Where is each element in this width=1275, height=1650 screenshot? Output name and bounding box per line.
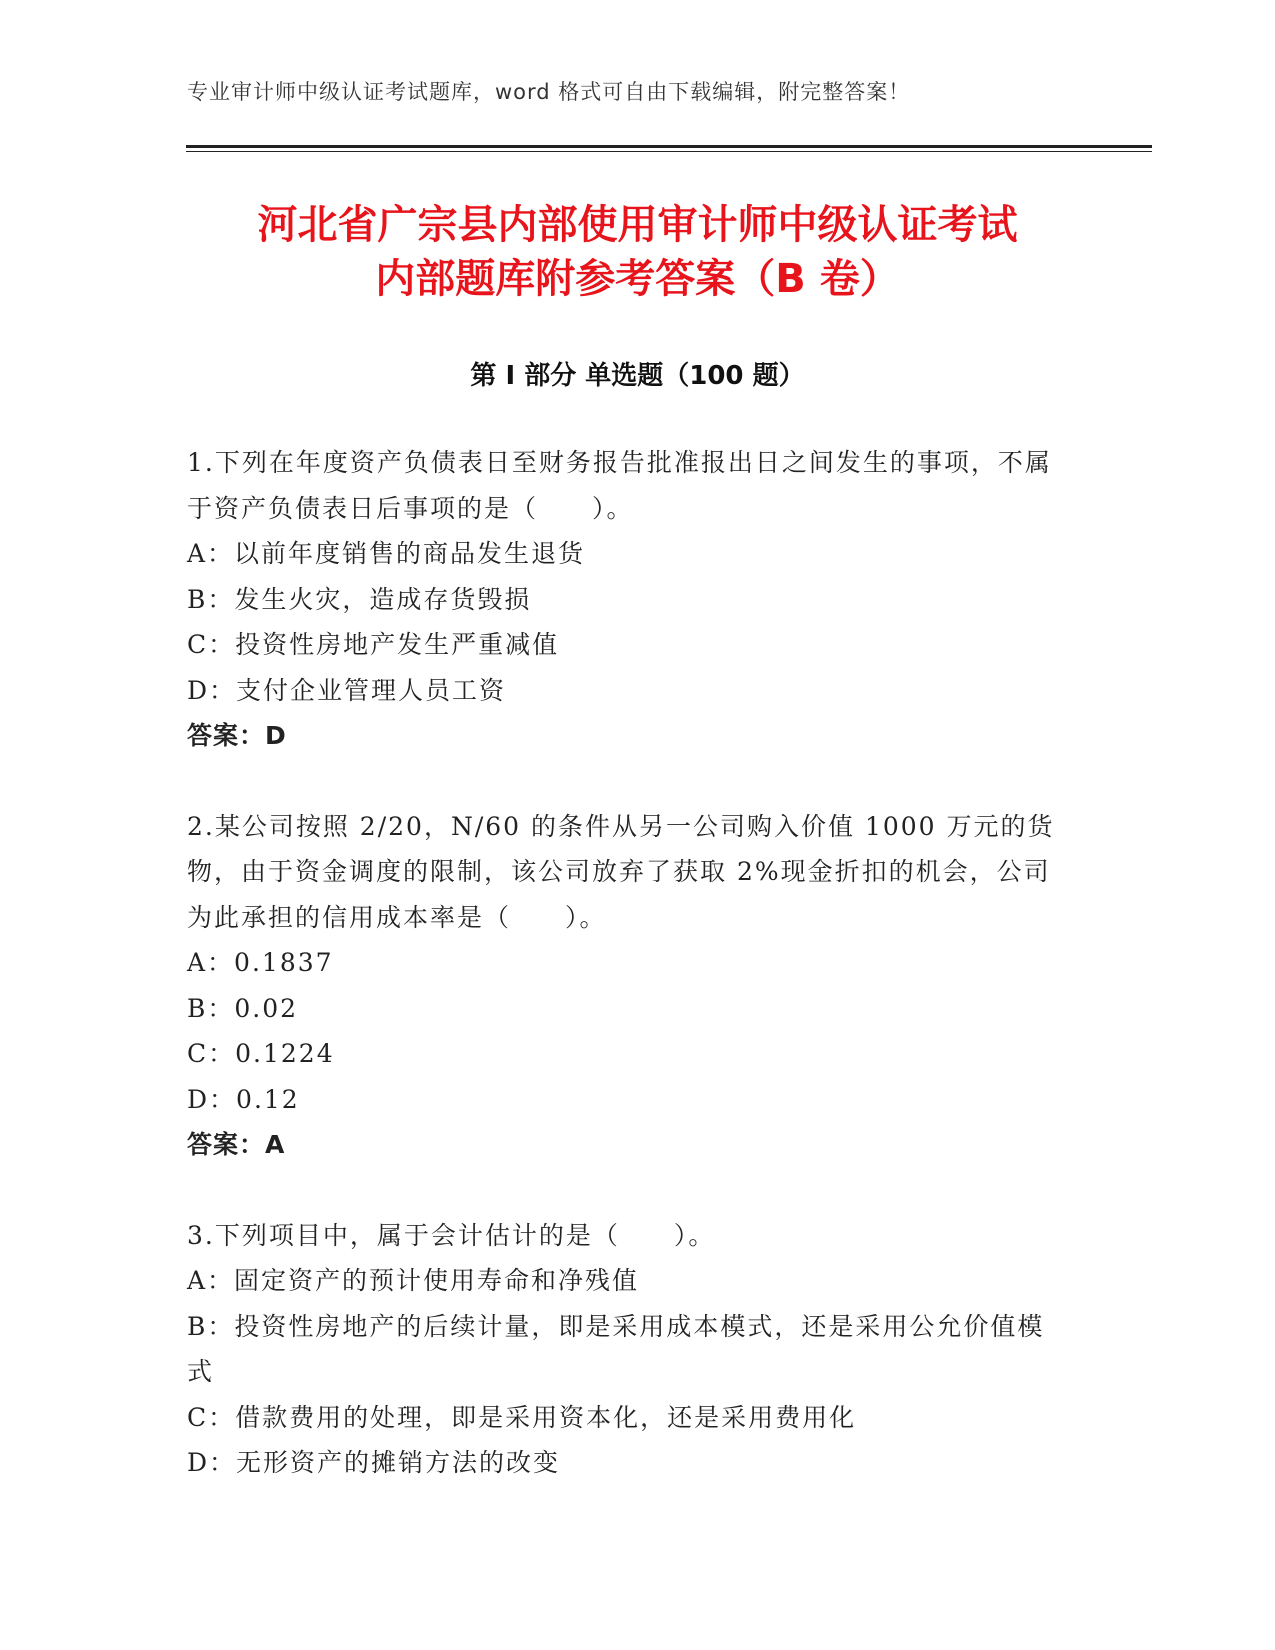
option-c: C：投资性房地产发生严重减值 bbox=[187, 630, 560, 659]
answer: 答案：D bbox=[187, 721, 287, 750]
question-1 bbox=[187, 440, 1067, 759]
document-title-line1: 河北省广宗县内部使用审计师中级认证考试 bbox=[257, 202, 1018, 248]
header-note: 专业审计师中级认证考试题库，word 格式可自由下载编辑，附完整答案！ bbox=[187, 80, 911, 104]
question-stem: 2.某公司按照 2/20，N/60 的条件从另一公司购入价值 1000 万元的货物，由于资金调度的限制，该公司放弃了获取 2%现金折扣的机会，公司为此承担的信用成本率是（ ）。 bbox=[187, 811, 1055, 932]
option-a: A：固定资产的预计使用寿命和净残值 bbox=[187, 1266, 640, 1295]
option-c: C：借款费用的处理，即是采用资本化，还是采用费用化 bbox=[187, 1402, 857, 1432]
question-stem: 1.下列在年度资产负债表日至财务报告批准报出日之间发生的事项，不属于资产负债表日后事项的是（ ）。 bbox=[187, 448, 1052, 523]
question-2 bbox=[187, 804, 1067, 1168]
header-rule-thin bbox=[186, 151, 1152, 152]
document-title-line2: 内部题库附参考答案（B 卷） bbox=[375, 256, 900, 302]
question-list bbox=[187, 440, 1067, 1486]
header-rule-thick bbox=[186, 145, 1152, 148]
question-3 bbox=[187, 1213, 1067, 1486]
option-d: D：0.12 bbox=[187, 1084, 300, 1114]
option-a: A：0.1837 bbox=[187, 948, 334, 977]
option-d: D：无形资产的摊销方法的改变 bbox=[187, 1448, 561, 1477]
answer: 答案：A bbox=[187, 1130, 286, 1159]
question-stem: 3.下列项目中，属于会计估计的是（ ）。 bbox=[187, 1220, 716, 1250]
option-c: C：0.1224 bbox=[187, 1039, 335, 1068]
option-a: A：以前年度销售的商品发生退货 bbox=[187, 539, 586, 568]
document-title bbox=[120, 198, 1155, 306]
option-b: B：投资性房地产的后续计量，即是采用成本模式，还是采用公允价值模式 bbox=[187, 1311, 1045, 1386]
section-title: 第 I 部分 单选题（100 题） bbox=[470, 361, 805, 391]
option-b: B：发生火灾，造成存货毁损 bbox=[187, 584, 532, 614]
option-d: D：支付企业管理人员工资 bbox=[187, 675, 507, 705]
option-b: B：0.02 bbox=[187, 993, 299, 1023]
